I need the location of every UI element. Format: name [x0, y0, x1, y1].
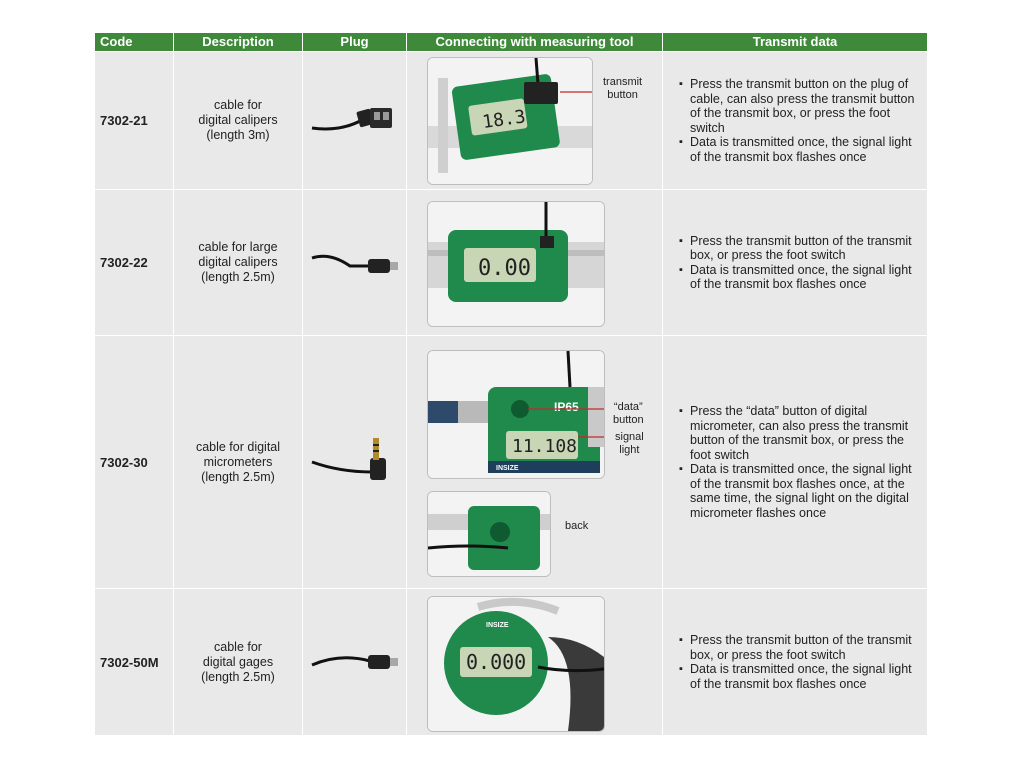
description-line: (length 2.5m): [201, 669, 275, 684]
transmit-step: ▪ Press the transmit button on the plug of cable, can also press the transmit button of the transmit box, or press the foot switch: [679, 77, 921, 135]
table-row: [95, 336, 927, 588]
transmit-step: ▪ Data is transmitted once, the signal light of the transmit box flashes once: [679, 662, 921, 691]
table-row: [95, 190, 927, 335]
audio-jack-plug-icon: [310, 432, 400, 492]
description-line: (length 3m): [206, 128, 270, 142]
transmit-cell: [663, 52, 927, 189]
description-line: (length 2.5m): [201, 270, 275, 284]
signal-light-callout: signal light: [615, 431, 644, 456]
plug-cell: [303, 190, 406, 335]
large-caliper-photo: [427, 201, 605, 327]
usb-plug-icon: [310, 248, 400, 278]
back-label: back: [565, 520, 589, 532]
tool-cell: [407, 190, 662, 335]
micrometer-photo: [427, 350, 605, 479]
transmit-cell: [663, 336, 927, 588]
transmit-cell: [663, 589, 927, 735]
description-line: (length 2.5m): [201, 469, 275, 484]
transmit-step: ▪ Press the transmit button of the transmit box, or press the foot switch: [679, 234, 921, 263]
header-tool-label: Connecting with measuring tool: [435, 34, 634, 49]
usb-plug-icon: [310, 647, 400, 677]
ip65-badge: IP65: [554, 400, 579, 414]
insize-logo: INSIZE: [496, 465, 519, 472]
header-description: [174, 33, 302, 51]
micrometer-display: 11.108: [512, 436, 578, 457]
code-value: 7302-21: [100, 113, 148, 128]
caliper-display: 18.3: [481, 106, 527, 134]
description-line: cable for large: [198, 240, 278, 254]
tool-cell: [407, 52, 662, 189]
header-code: [95, 33, 173, 51]
description-cell: [174, 190, 302, 335]
code-cell: [95, 336, 173, 588]
transmit-step: ▪ Data is transmitted once, the signal light of the transmit box flashes once, at the same time, the signal light on the digital micrometer flashes once: [679, 462, 921, 520]
data-table: [95, 33, 927, 735]
description-line: cable for: [214, 639, 262, 654]
description-line: cable for digital: [195, 439, 281, 454]
gage-display: 0.000: [466, 650, 527, 674]
description-line: micrometers: [203, 454, 273, 469]
large-caliper-display: 0.00: [478, 256, 531, 281]
transmit-cell: [663, 190, 927, 335]
header-transmit-label: Transmit data: [752, 34, 838, 49]
transmit-step: ▪ Press the transmit button of the transmit box, or press the foot switch: [679, 633, 921, 662]
header-transmit: [663, 33, 927, 51]
description-line: digital gages: [202, 654, 274, 669]
micrometer-back-photo: [427, 491, 551, 577]
description-cell: [174, 589, 302, 735]
description-cell: [174, 336, 302, 588]
header-plug: [303, 33, 406, 51]
plug-cell: [303, 52, 406, 189]
table-row: [95, 52, 927, 189]
code-value: 7302-50M: [100, 654, 159, 670]
data-button-callout: “data” button: [613, 401, 644, 426]
plug-cell: [303, 336, 406, 588]
tool-cell: [407, 336, 662, 588]
gage-photo: [427, 596, 605, 732]
table-row: [95, 589, 927, 735]
description-line: digital calipers: [198, 255, 278, 269]
transmit-step: ▪ Press the “data” button of digital micrometer, can also press the transmit button of the transmit box, or press the foot switch: [679, 404, 921, 462]
header-tool: [407, 33, 662, 51]
header-code-label: Code: [100, 34, 133, 49]
description-line: digital calipers: [198, 113, 278, 127]
tool-cell: [407, 589, 662, 735]
header-description-label: Description: [202, 34, 274, 49]
caliper-plug-icon: [310, 96, 400, 146]
code-value: 7302-30: [100, 454, 148, 470]
description-line: cable for: [214, 98, 262, 112]
transmit-button-callout: transmit button: [603, 76, 643, 101]
caliper-photo: [427, 57, 593, 185]
transmit-step: ▪ Data is transmitted once, the signal light of the transmit box flashes once: [679, 135, 921, 164]
gage-insize-logo: INSIZE: [486, 622, 509, 629]
code-cell: [95, 52, 173, 189]
header-plug-label: Plug: [340, 34, 369, 49]
code-value: 7302-22: [100, 255, 148, 270]
transmit-step: ▪ Data is transmitted once, the signal light of the transmit box flashes once: [679, 263, 921, 292]
description-cell: [174, 52, 302, 189]
code-cell: [95, 589, 173, 735]
code-cell: [95, 190, 173, 335]
plug-cell: [303, 589, 406, 735]
